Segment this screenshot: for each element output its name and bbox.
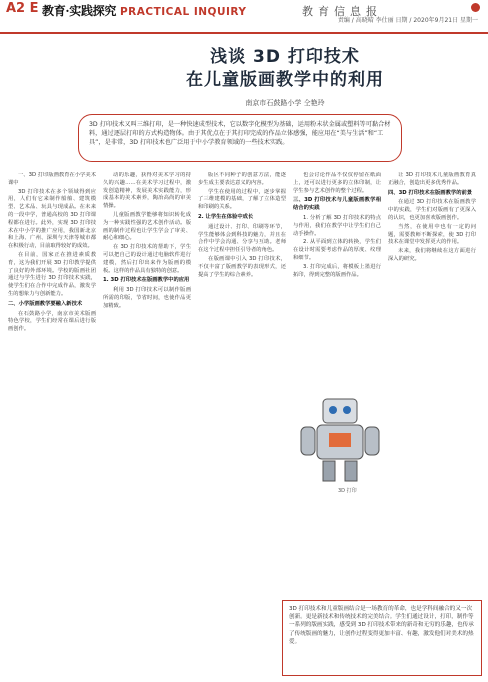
paragraph: 3D 打印技术在多个领域得到应用，人们有它来制作船舶、建筑模型、艺术品、玩具与现成品。在未来的一段中学，普通高校的 3D 打印课程都在进行。此外，实现 3D 打印技术在中小学的推广应用，我国新北京和上海、广州、深圳与天津等城市都在积极行动，目前取得较好的成效。	[8, 188, 96, 250]
figure-caption: 3D 打印	[338, 488, 357, 494]
paragraph: 在 3D 打印技术的帮助下，学生可以把自己的设计通过电脑软件进行建模，然后打印出来作为版画的模板。这样的作品具有独特的创意。	[103, 244, 191, 274]
paragraph: 儿童版画教学能够将知识转化成为一种实践性强的艺术创作活动。版画的制作过程也让学生学会了审美、耐心和细心。	[103, 211, 191, 242]
paragraph: 在版画课中引入 3D 打印技术，不仅丰富了版画教学的表现形式，还提高了学生的综合素养。	[198, 255, 286, 278]
section-heading: 1. 3D 打印技术在版画教学中的应用	[103, 277, 190, 284]
logo-dot-icon	[471, 3, 480, 12]
headline-line1: 浅谈 3D 打印技术	[210, 47, 360, 67]
robot-printed-figure	[285, 395, 395, 485]
paragraph: 当然，在使用中也有一定的问题，需要教师不断探索，使 3D 打印技术在课堂中发挥更大的作用。	[388, 223, 476, 246]
column-title-en: PRACTICAL INQUIRY	[119, 6, 247, 18]
paragraph: 通过设计、打印、印刷等环节，学生能够体会到科技的魅力，并且在合作中学会沟通、分享与互助。老师在这个过程中担任引导者的角色。	[198, 223, 286, 254]
paper-name: 教育信息报	[302, 5, 382, 18]
text-column-3	[198, 172, 286, 280]
paragraph: 1. 分析了解 3D 打印技术的特点与作用，我们在教学中让学生们自己动手操作。	[293, 214, 381, 237]
paragraph: 在目前，国家正在推进素质教育，这为我们开展 3D 打印教学提供了良好的外部环境。学校的版画社团通过与学生进行 3D 打印技术实践，使学生们在合作中完成作品，激发学生的想象力与创新能力。	[8, 251, 96, 297]
column-title-cn: 教育·实践探究	[42, 4, 117, 18]
text-column-2	[103, 172, 191, 312]
paragraph: 也会讨论作品不仅仅停留在纸面上，还可以进行更多的立体印制，让学生参与艺术创作的整个过程。	[293, 172, 381, 194]
text-column-1	[8, 172, 96, 335]
paragraph: 2. 从平面到立体的转换，学生们在设计时需要考虑作品的厚度、纹理和细节。	[293, 239, 381, 261]
editor-credits: 责编 / 高晓晴 李仕丽 日期 / 2020年9月21日 星期一	[337, 17, 478, 24]
paragraph: 一、3D 打印版画教育在小学美术课中	[8, 172, 96, 186]
masthead	[0, 0, 488, 32]
paragraph: 未来，我们将继续在这方面进行深入的研究。	[388, 248, 476, 262]
text-column-5	[388, 172, 476, 265]
paragraph: 在通过 3D 打印技术在版画教学中的实践，学生们对版画有了更深入的认识，也更加喜欢版画创作。	[388, 199, 476, 221]
headline-line2: 在儿童版画教学中的利用	[186, 70, 384, 90]
column-title	[42, 2, 247, 19]
section-heading: 二、小学版画教学要融入新技术	[8, 300, 83, 307]
closing-box: 3D 打印技术和儿童版画结合是一场教育的革命，也是学科间融合的又一次创新。更是新技术和传统技术的完美结合。学生们通过设计，打印，制作等一系列的版画实践，感受到 3D 打印技术带来的新奇和无穷的乐趣，也传承了传统版画的魅力，让创作过程变得更加丰富、有趣，激发他们对美术的热爱。	[282, 600, 482, 676]
lead-box: 3D 打印技术又叫三维打印，是一种快速成型技术，它以数字化模型为基础，运用粉末状金属或塑料等可黏合材料，通过逐层打印的方式构造物体。由于其优点在于其打印完成的作品立体感强，能应用在“美与生活”和“工具”，是非常，3D 打印技术也广泛用于中小学教育领域的一些技术实践。	[78, 114, 402, 162]
paragraph: 版区不同种子的创意方法，能逐步生成主要表达意义的内容。	[198, 172, 286, 186]
header-rule	[0, 32, 488, 34]
paragraph: 3. 打印完成后，将模板上墨进行拓印，得到完整的版画作品。	[293, 263, 381, 278]
section-heading: 四、3D 打印技术在版画教学的前景	[388, 189, 473, 196]
section-heading: 2. 让学生在体验中成长	[198, 213, 254, 220]
paragraph: 让 3D 打印技术儿童版画教育真正融合，创造出更多优秀作品。	[388, 172, 476, 186]
paragraph: 在石鼓路小学，南京市美术版画特色学校，学生们经常在课后进行版画创作。	[8, 310, 96, 333]
article-headline	[150, 46, 420, 92]
paragraph: 利用 3D 打印技术可以制作版画所需的印版，节省时间，也使作品更加精致。	[103, 287, 191, 309]
text-column-4	[293, 172, 381, 280]
section-heading: 三、3D 打印技术与儿童版画教学相结合的实践	[293, 197, 381, 212]
paragraph: 学生在使用的过程中，逐步掌握了三维建模的基础，了解了立体造型和印刷的关系。	[198, 188, 286, 211]
paragraph: 动的乐趣，获得对美术学习的持久的兴趣……在美术学习过程中，激发创造精神，发展美术实践能力，形成基本的美术素养，陶冶高尚的审美情操。	[103, 172, 191, 210]
page-number: A2 E	[6, 1, 39, 16]
article-body	[8, 172, 480, 672]
author-byline: 南京市石鼓路小学 仝艳玲	[245, 99, 325, 107]
